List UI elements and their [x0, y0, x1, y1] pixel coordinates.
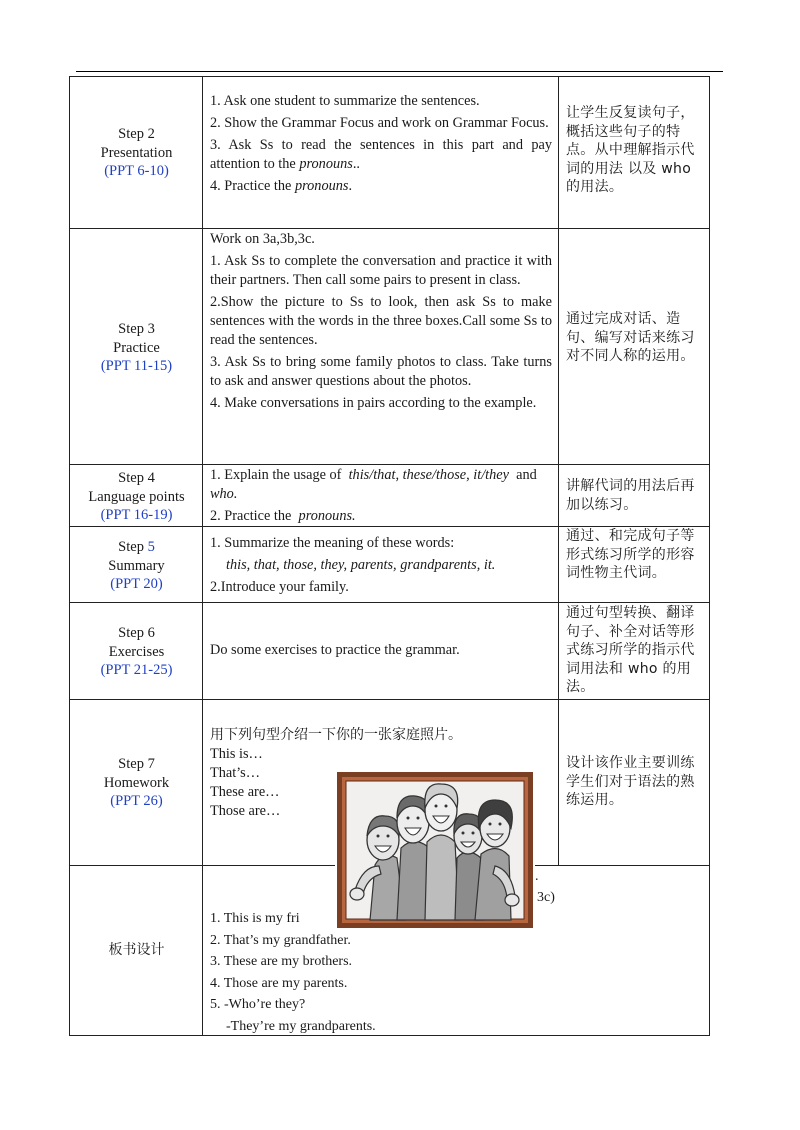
- design-note: 让学生反复读句子，概括这些句子的特点。从中理解指示代词的用法 以及 who 的用法。: [566, 105, 695, 195]
- ppt-range: (PPT 26): [110, 793, 163, 809]
- ppt-range: (PPT 21-25): [100, 662, 173, 678]
- content-line: 2.Show the picture to Ss to look, then ask Ss to make sentences with the words in the three boxes.Call some Ss to read the sentences.: [210, 294, 552, 348]
- content-line: 3c): [537, 890, 555, 905]
- row-divider: [69, 464, 710, 465]
- content-line: 1. This is my fri: [210, 911, 300, 926]
- step-name: Exercises: [108, 643, 165, 660]
- content-line: That’s…: [210, 765, 261, 781]
- table-divider-2: [558, 76, 559, 866]
- design-note: 通过句型转换、翻译句子、补全对话等形式练习所学的指示代词用法和 who 的用法。: [566, 605, 695, 695]
- step-number: Step 2: [118, 126, 155, 142]
- content-line: .: [535, 869, 539, 884]
- content-line: 4. Make conversations in pairs according to the example.: [210, 395, 537, 411]
- content-line: 4. Practice the pronouns.: [210, 178, 353, 194]
- design-note: 通过完成对话、造句、编写对话来练习对不同人称的运用。: [566, 311, 695, 364]
- content-line: 4. Those are my parents.: [210, 975, 348, 991]
- step-content: [210, 534, 552, 597]
- content-line: -They’re my grandparents.: [226, 1018, 376, 1034]
- row-divider: [69, 602, 710, 603]
- step-number: Step 7: [118, 756, 155, 772]
- step-cell: [70, 755, 203, 811]
- step-number: Step 5: [118, 539, 155, 555]
- design-note: 通过、和完成句子等形式练习所学的形容词性物主代词。: [566, 528, 695, 581]
- content-line: 2.Introduce your family.: [210, 579, 349, 595]
- content-line: 3. These are my brothers.: [210, 954, 353, 969]
- design-note: 讲解代词的用法后再加以练习。: [566, 478, 695, 513]
- table-border-top: [69, 76, 710, 77]
- board-design-label: 板书设计: [108, 942, 165, 958]
- step-name: Practice: [113, 339, 160, 356]
- row-divider: [69, 699, 710, 700]
- step-name: Homework: [103, 774, 170, 791]
- ppt-range: (PPT 11-15): [100, 358, 173, 374]
- step-name: Summary: [108, 557, 165, 574]
- content-line: These are…: [210, 784, 280, 800]
- step-number: Step 3: [118, 321, 155, 337]
- step-content: [210, 92, 552, 196]
- ppt-range: (PPT 20): [110, 576, 163, 592]
- content-line: 1. Explain the usage of this/that, these/those, it/they and who.: [210, 467, 537, 502]
- content-line: Do some exercises to practice the grammar.: [210, 642, 460, 658]
- step-cell: [70, 624, 203, 680]
- content-line: This is…: [210, 746, 263, 762]
- content-line: 2. Show the Grammar Focus and work on Grammar Focus.: [210, 115, 549, 131]
- step-name: Language points: [88, 488, 185, 505]
- content-line: 1. Ask Ss to complete the conversation and practice it with their partners. Then call some pairs to present in class.: [210, 253, 552, 288]
- content-line: 1. Summarize the meaning of these words:: [210, 535, 455, 551]
- step-cell: [70, 320, 203, 376]
- content-line: 2. That’s my grandfather.: [210, 932, 351, 948]
- top-rule: [76, 71, 723, 72]
- step-name: Presentation: [100, 144, 173, 161]
- step-cell: [70, 469, 203, 525]
- step-content: [210, 230, 552, 413]
- step-content: [210, 466, 552, 526]
- step-number: Step 6: [118, 625, 155, 641]
- step-content: [210, 641, 552, 660]
- step-cell: [70, 538, 203, 594]
- ppt-range: (PPT 16-19): [100, 507, 173, 523]
- content-line: 5. -Who’re they?: [210, 997, 306, 1012]
- content-line: this, that, those, they, parents, grandparents, it.: [226, 557, 496, 573]
- table-border-right: [709, 76, 710, 1036]
- content-line: 用下列句型介绍一下你的一张家庭照片。: [210, 727, 462, 743]
- ppt-range: (PPT 6-10): [104, 163, 169, 179]
- design-note: 设计该作业主要训练学生们对于语法的熟练运用。: [566, 755, 695, 808]
- step-cell: [70, 125, 203, 181]
- content-line: Those are…: [210, 803, 281, 819]
- content-line: 2. Practice the pronouns.: [210, 508, 356, 524]
- content-line: 1. Ask one student to summarize the sentences.: [210, 93, 480, 109]
- content-line: Work on 3a,3b,3c.: [210, 231, 315, 247]
- content-line: 3. Ask Ss to bring some family photos to class. Take turns to ask and answer questions about the photos.: [210, 354, 552, 389]
- step-number: Step 4: [118, 470, 155, 486]
- row-divider: [69, 228, 710, 229]
- family-photo-clipart-icon: [335, 770, 535, 930]
- content-line: 3. Ask Ss to read the sentences in this part and pay attention to the pronouns..: [210, 137, 552, 172]
